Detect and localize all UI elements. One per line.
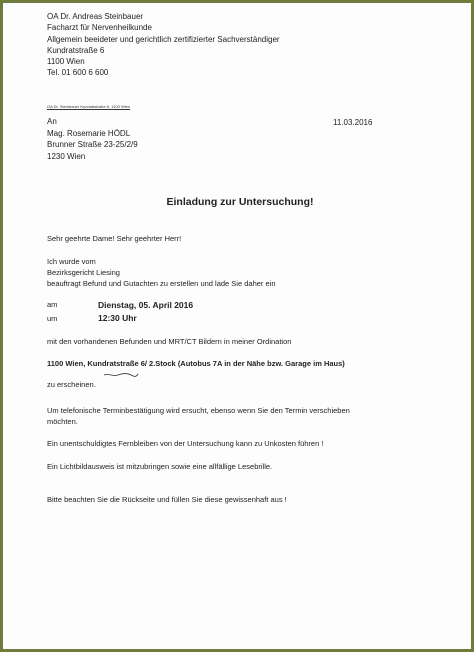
appointment-time: 12:30 Uhr [98,313,137,323]
sender-street: Kundratstraße 6 [47,45,105,55]
sender-city: 1100 Wien [47,57,85,67]
intro-line: Ich wurde vom [47,257,96,266]
appointment-date: Dienstag, 05. April 2016 [98,300,194,310]
pen-scribble-mark [103,372,139,378]
recipient-city: 1230 Wien [47,151,86,161]
letter-date: 11.03.2016 [333,118,373,127]
appear-line: zu erscheinen. [47,380,96,389]
return-address-line: OA Dr. Steinbauer Kundratstraße 6, 1100 Wien [47,104,131,109]
no-show-warning-line: Ein unentschuldigtes Fernbleiben von der Untersuchung kann zu Unkosten führen ! [47,439,324,448]
letter-title: Einladung zur Untersuchung! [166,196,314,208]
intro-line: Bezirksgericht Liesing [47,267,120,277]
recipient-name: Mag. Rosemarie HÖDL [47,128,131,138]
confirmation-line: möchten. [47,416,78,426]
sender-phone: Tel. 01 600 6 600 [47,68,109,78]
recipient-block [47,116,138,162]
confirmation-paragraph [47,406,350,428]
appointment-time-label: um [47,314,58,323]
sender-specialty: Facharzt für Nervenheilkunde [47,23,152,33]
confirmation-line: Um telefonische Terminbestätigung wird ersucht, ebenso wenn Sie den Termin verschieben [47,406,350,415]
back-side-note: Bitte beachten Sie die Rückseite und füllen Sie diese gewissenhaft aus ! [47,495,287,504]
sender-certification: Allgemein beeideter und gerichtlich zertifizierter Sachverständiger [47,34,280,44]
photo-id-line: Ein Lichtbildausweis ist mitzubringen sowie eine allfällige Lesebrille. [47,462,273,471]
practice-address-line: 1100 Wien, Kundratstraße 6/ 2.Stock (Autobus 7A in der Nähe bzw. Garage im Haus) [47,359,345,368]
appointment-date-label: am [47,300,58,309]
intro-paragraph [47,257,276,289]
intro-line: beauftragt Befund und Gutachten zu erstellen und lade Sie daher ein [47,278,276,288]
recipient-prefix: An [47,117,57,126]
sender-block [47,11,280,79]
recipient-street: Brunner Straße 23-25/2/9 [47,140,138,149]
findings-line: mit den vorhandenen Befunden und MRT/CT Bildern in meiner Ordination [47,337,292,346]
sender-name: OA Dr. Andreas Steinbauer [47,12,144,21]
greeting-line: Sehr geehrte Dame! Sehr geehrter Herr! [47,234,182,243]
